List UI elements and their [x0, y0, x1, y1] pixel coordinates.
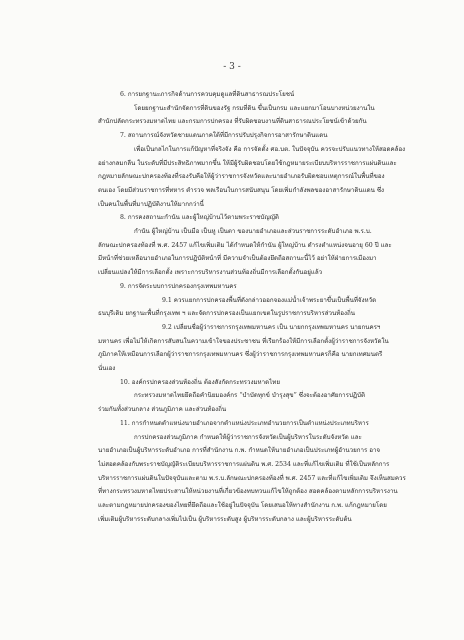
- section-heading: 8. การคงสถานะกำนัน และผู้ใหญ่บ้านไว้ตามพระราชบัญญัติ: [120, 214, 279, 222]
- section-heading: 10. องค์กรปกครองส่วนท้องถิ่น ต้องสังกัดกระทรวงมหาดไทย: [120, 378, 280, 386]
- section-heading: 6. การยกฐานะภารกิจด้านการควบคุมดูแลที่ดินสาธารณประโยชน์: [120, 91, 295, 98]
- paragraph-line: กฎหมายลักษณะปกครองท้องที่รองรับคือให้ผู้ว่าราชการจังหวัดและนายอำเภอรับผิดชอบเหตุการณ์ในพื้นที่ของ: [98, 173, 385, 181]
- paragraph-line: อย่างกลมกลืน ในระดับที่มีประสิทธิภาพมากขึ้น ให้มีผู้รับผิดชอบโดยใช้กฎหมายระเบียบบริหารราชการแผ่นดินและ: [98, 159, 397, 167]
- paragraph-line: โดยยกฐานะสำนักจัดการที่ดินของรัฐ กรมที่ดิน ขึ้นเป็นกรม และแยกมาโอนบางหน่วยงานใน: [134, 104, 375, 112]
- section-heading: 11. การกำหนดตำแหน่งนายอำเภอจากตำแหน่งประเภทอำนวยการเป็นตำแหน่งประเภทบริหาร: [120, 419, 369, 427]
- paragraph-line: และตามกฎหมายปกครองของไทยที่ยึดถือและใช้อยู่ในปัจจุบัน โดยเสนอให้ทางสำนักงาน ก.พ. แก้กฎหมายโดย: [98, 502, 387, 510]
- paragraph-line: เพื่อเป็นกลไกในการแก้ปัญหาที่จริงจัง คือ การจัดตั้ง ศอ.บต. ในปัจจุบัน ควรจะปรับแนวทางให้สอดคล้อง: [134, 145, 406, 153]
- paragraph-line: 9.2 เปลี่ยนชื่อผู้ว่าราชการกรุงเทพมหานคร เป็น นายกกรุงเทพมหานคร นายกนครฯ: [162, 323, 381, 331]
- paragraph-line: เปลี่ยนแปลงให้มีการเลือกตั้ง เพราะการบริหารงานส่วนท้องถิ่นมีการเลือกตั้งกันอยู่แล้ว: [98, 269, 323, 277]
- paragraph-line: มีหน้าที่ช่วยเหลือนายอำเภอในการปฏิบัติหน้าที่ มีความจำเป็นต้องยึดถือสถานะนี้ไว้ อย่าให้ฝ่ายการเมืองมา: [98, 255, 377, 263]
- paragraph-line: สำนักปลัดกระทรวงมหาดไทย และกรมการปกครอง ที่รับผิดชอบงานที่ดินสาธารณประโยชน์เข้าด้วยกัน: [98, 118, 367, 126]
- document-body: [98, 88, 418, 527]
- paragraph-line: กำนัน ผู้ใหญ่บ้าน เป็นมือ เป็นหู เป็นตา ของนายอำเภอและส่วนราชการระดับอำเภอ พ.ร.บ.: [134, 228, 372, 236]
- paragraph-line: บริหารราชการแผ่นดินในปัจจุบันและตาม พ.ร.บ.ลักษณะปกครองท้องที่ พ.ศ. 2457 และที่แก้ไขเพิ่มเติม จึงเห็นสมควร: [98, 474, 406, 482]
- paragraph-line: ธนบุรีเดิม ยกฐานะพื้นที่กรุงเทพ ฯ และจัดการปกครองเป็นแยกเขตในรูปราชการบริหารส่วนท้องถิ่น: [98, 310, 356, 318]
- section-heading: 9. การจัดระบบการปกครองกรุงเทพมหานคร: [120, 282, 237, 290]
- section-10: [98, 376, 418, 417]
- paragraph-line: ภูมิภาคให้เหมือนการเลือกผู้ว่าราชการกรุงเทพมหานคร ซึ่งผู้ว่าราชการกรุงเทพมหานครก็คือ นายกเทศมนตรี: [98, 351, 383, 359]
- paragraph-line: เพิ่มเติมผู้บริหารระดับกลางเพิ่มไปเป็น ผู้บริหารระดับสูง ผู้บริหารระดับกลาง และผู้บริหารระดับต้น: [98, 515, 352, 523]
- section-9: [98, 280, 418, 376]
- paragraph-line: นายอำเภอเป็นผู้บริหารระดับอำเภอ การที่สำนักงาน ก.พ. กำหนดให้นายอำเภอเป็นประเภทผู้อำนวยการ อาจ: [98, 447, 381, 455]
- page-number: - 3 -: [223, 62, 241, 72]
- section-heading: 7. สถานการณ์จังหวัดชายแดนภาคใต้ที่มีการปรับปรุงกิจการอาสารักษาดินแดน: [120, 132, 328, 140]
- paragraph-line: ตนเอง โดยมีส่วนราชการที่ทหาร ตำรวจ พลเรือนในการสนับสนุน โดยเพิ่มกำลังพลของอาสารักษาดินแดน ซึ่ง: [98, 186, 385, 194]
- paragraph-line: ไม่สอดคล้องกับพระราชบัญญัติระเบียบบริหารราชการแผ่นดิน พ.ศ. 2534 และที่แก้ไขเพิ่มเติม ที่ใช้เป็นหลักการ: [98, 460, 390, 468]
- paragraph-line: ร่วมกันทั้งส่วนกลาง ส่วนภูมิภาค และส่วนท้องถิ่น: [98, 406, 227, 414]
- paragraph-line: ที่ทางกระทรวงมหาดไทยประสานให้หน่วยงานที่เกี่ยวข้องทบทวนแก้ไขให้ถูกต้อง สอดคล้องตามหลักการบริหารงาน: [98, 488, 398, 496]
- paragraph-line: นั่นเอง: [98, 365, 116, 373]
- section-6: [98, 88, 418, 129]
- paragraph-line: 9.1 ควรแยกการปกครองพื้นที่ดังกล่าวออกจองแม่น้ำเจ้าพระยาขึ้นเป็นพื้นที่จังหวัด: [162, 296, 377, 304]
- paragraph-line: การปกครองส่วนภูมิภาค กำหนดให้ผู้ว่าราชการจังหวัดเป็นผู้บริหารในระดับจังหวัด และ: [134, 433, 362, 441]
- paragraph-line: เป็นคนในพื้นที่มาปฏิบัติงานให้มากกว่านี้: [98, 200, 204, 208]
- paragraph-line: มหานคร เพื่อไม่ให้เกิดการสับสนในความเข้าใจของประชาชน ที่เรียกร้องให้มีการเลือกตั้งผู้ว่าราชการจังหวัดใน: [98, 337, 389, 345]
- section-11: [98, 417, 418, 527]
- paragraph-line: ลักษณะปกครองท้องที่ พ.ศ. 2457 แก้ไขเพิ่มเติม ได้กำหนดให้กำนัน ผู้ใหญ่บ้าน ดำรงตำแหน่งจนอายุ 60 ปี และ: [98, 241, 392, 249]
- section-8: [98, 211, 418, 280]
- paragraph-line: กระทรวงมหาดไทยยึดถือคำนิยมองค์กร “บำบัดทุกข์ บำรุงสุข” ซึ่งจะต้องอาศัยการปฏิบัติ: [134, 392, 365, 400]
- section-7: [98, 129, 418, 211]
